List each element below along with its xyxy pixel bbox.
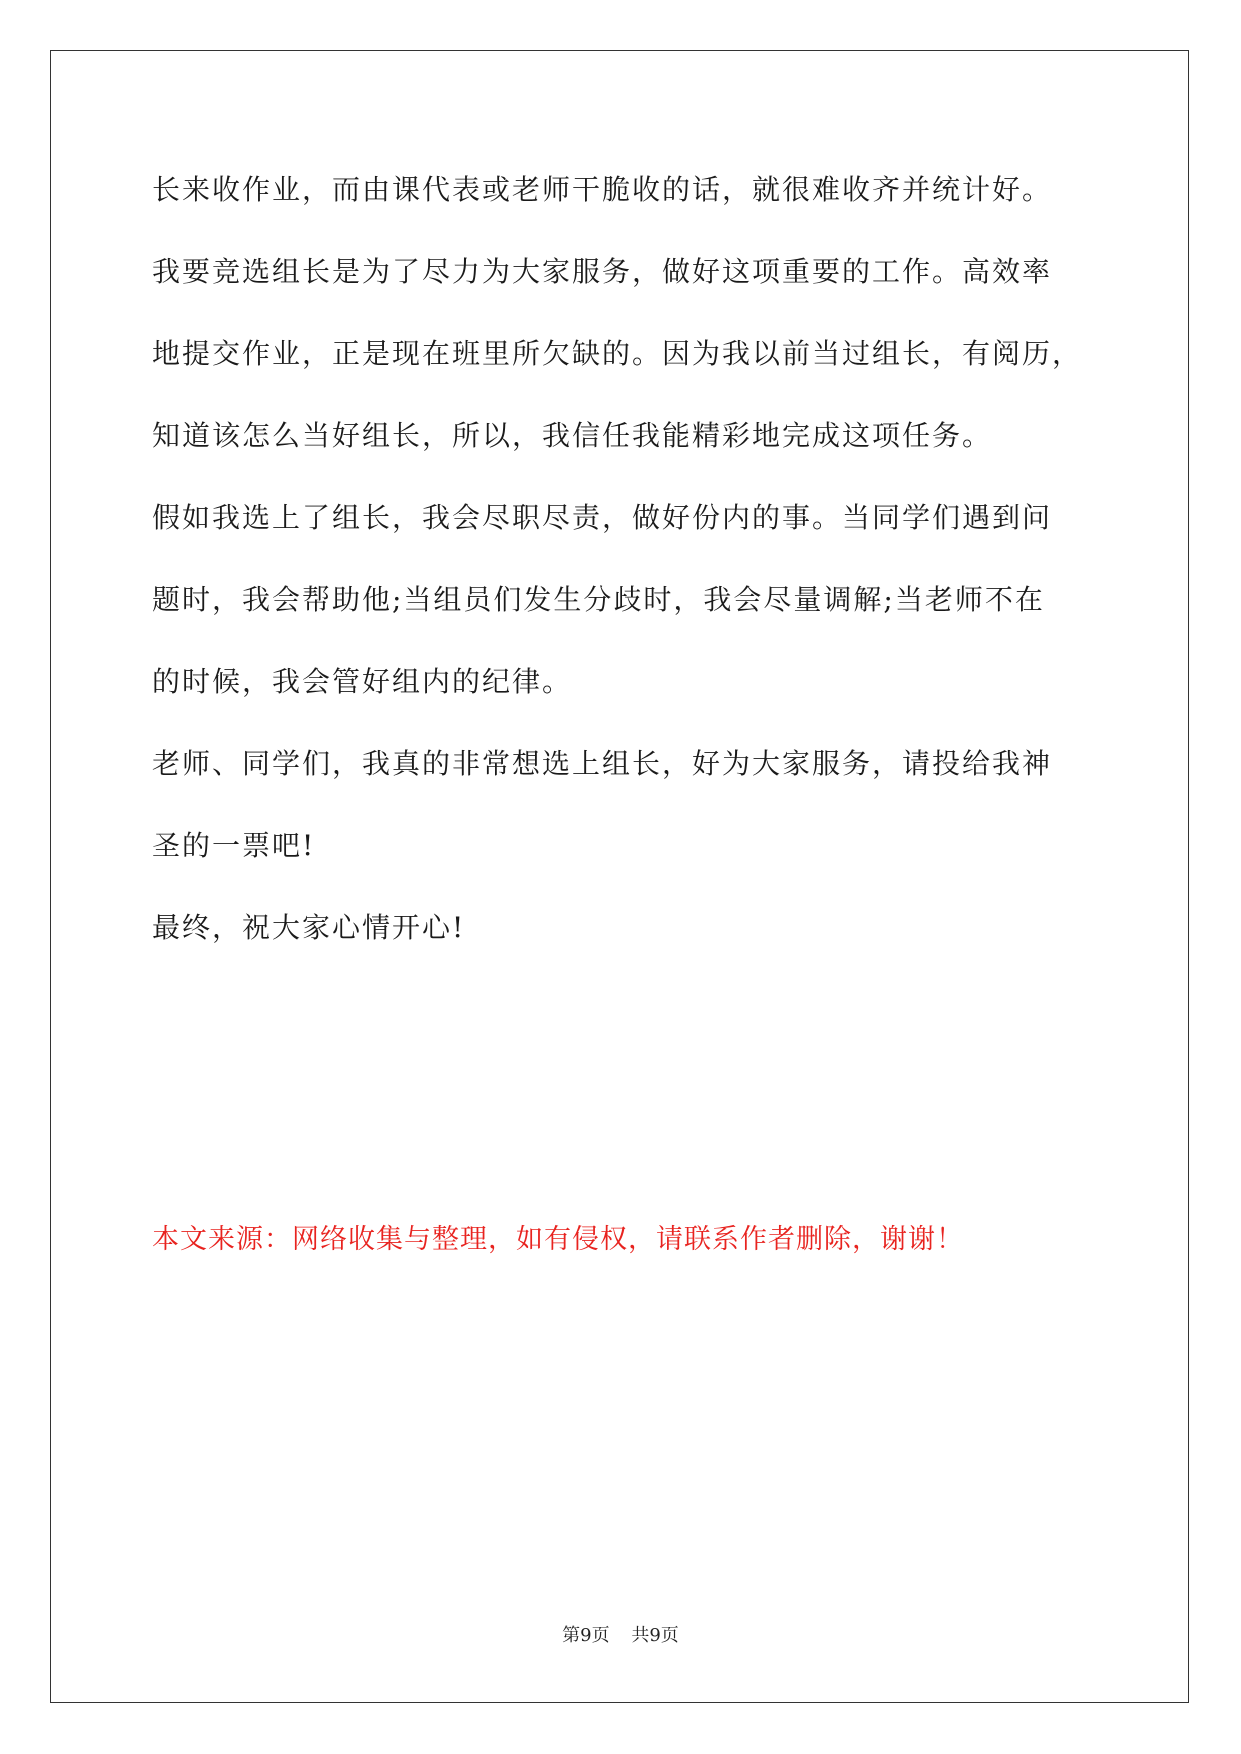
body-line: 的时候，我会管好组内的纪律。 [152,665,573,698]
source-note: 本文来源：网络收集与整理，如有侵权，请联系作者删除，谢谢！ [152,1224,964,1255]
page-frame [50,50,1189,1703]
body-line: 知道该怎么当好组长，所以，我信任我能精彩地完成这项任务。 [152,419,993,452]
body-line: 题时，我会帮助他;当组员们发生分歧时，我会尽量调解;当老师不在 [152,583,1045,616]
body-line: 假如我选上了组长，我会尽职尽责，做好份内的事。当同学们遇到问 [152,501,1053,534]
current-page-label: 第9页 [562,1625,610,1646]
body-line: 老师、同学们，我真的非常想选上组长，好为大家服务，请投给我神 [152,747,1053,780]
body-line: 最终，祝大家心情开心! [152,911,466,944]
total-pages-label: 共9页 [631,1625,679,1646]
body-line: 圣的一票吧! [152,829,316,862]
body-line: 地提交作业，正是现在班里所欠缺的。因为我以前当过组长，有阅历， [152,337,1083,370]
body-line: 我要竞选组长是为了尽力为大家服务，做好这项重要的工作。高效率 [152,255,1053,288]
body-line: 长来收作业，而由课代表或老师干脆收的话，就很难收齐并统计好。 [152,173,1053,206]
page-footer [0,1624,1241,1648]
